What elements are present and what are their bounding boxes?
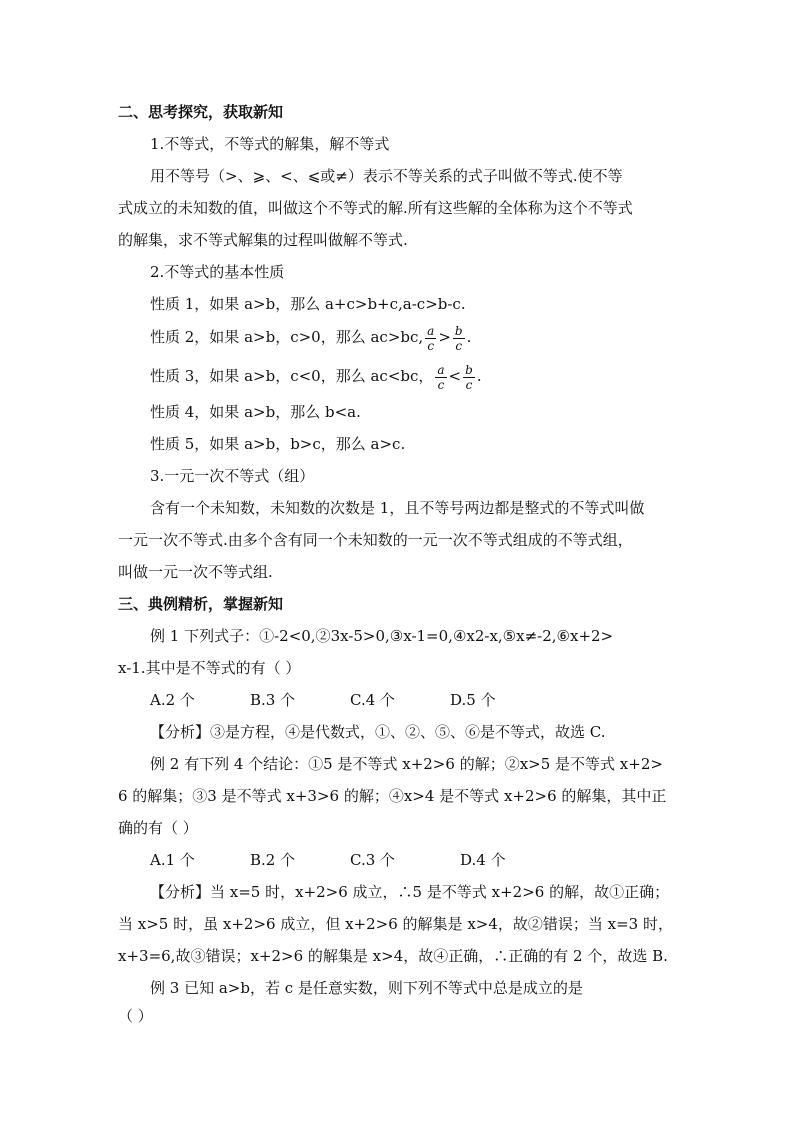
- section3-heading: 三、典例精析，掌握新知: [118, 595, 284, 613]
- example-2-analysis-line2: 当 x>5 时，虽 x+2>6 成立，但 x+2>6 的解集是 x>4，故②错误；当 x=3 时，: [118, 915, 673, 933]
- option-a: A.2 个: [150, 691, 195, 709]
- example-1-options: [150, 690, 710, 710]
- sub3-title: 3.一元一次不等式（组）: [150, 467, 315, 485]
- sub3-para-line2: 一元一次不等式.由多个含有同一个未知数的一元一次不等式组成的不等式组，: [118, 531, 633, 549]
- sub3-para-line3: 叫做一元一次不等式组.: [118, 563, 273, 581]
- sub3-para-line1: 含有一个未知数，未知数的次数是 1，且不等号两边都是整式的不等式叫做: [150, 499, 645, 517]
- fraction-a-over-c: $\frac{a}{c}$: [427, 323, 435, 353]
- property-3-text: 性质 3，如果 a>b，c<0，那么 ac<bc，: [150, 367, 434, 385]
- example-3-line2: （ ）: [118, 1007, 153, 1025]
- property-3-relation: <: [448, 367, 462, 385]
- section2-heading: 二、思考探究，获取新知: [118, 103, 284, 121]
- sub1-para-line3: 的解集，求不等式解集的过程叫做解不等式.: [118, 231, 408, 249]
- example-3-line1: 例 3 已知 a>b，若 c 是任意实数，则下列不等式中总是成立的是: [150, 979, 583, 997]
- example-2-line2: 6 的解集；③3 是不等式 x+3>6 的解；④x>4 是不等式 x+2>6 的解集，其中正: [118, 787, 667, 805]
- sub1-para-line2: 式成立的未知数的值，叫做这个不等式的解.所有这些解的全体称为这个不等式: [118, 199, 633, 217]
- property-5: 性质 5，如果 a>b，b>c，那么 a>c.: [150, 435, 406, 453]
- sub1-para-line1: 用不等号（>、⩾、<、⩽或≠）表示不等关系的式子叫做不等式.使不等: [150, 167, 623, 185]
- property-2: 性质 2，如果 a>b，c>0，那么 ac>bc, $\frac{a}{c}$ > $\frac{b}{c}$ .: [150, 323, 472, 353]
- option-d: D.5 个: [450, 691, 496, 709]
- property-4: 性质 4，如果 a>b，那么 b<a.: [150, 403, 361, 421]
- example-2-analysis-line3: x+3=6,故③错误；x+2>6 的解集是 x>4，故④正确，∴正确的有 2 个，故选 B.: [118, 947, 668, 965]
- property-2-text: 性质 2，如果 a>b，c>0，那么 ac>bc,: [150, 328, 424, 346]
- example-1-analysis: 【分析】③是方程，④是代数式，①、②、⑤、⑥是不等式，故选 C.: [150, 723, 606, 741]
- example-1-line2: x-1.其中是不等式的有（ ）: [118, 659, 301, 677]
- option-c: C.4 个: [350, 691, 396, 709]
- option-b: B.2 个: [250, 851, 296, 869]
- property-2-relation: >: [438, 328, 451, 346]
- property-3: 性质 3，如果 a>b，c<0，那么 ac<bc， $\frac{a}{c}$ < $\frac{b}{c}$ .: [150, 362, 482, 392]
- option-c: C.3 个: [350, 851, 396, 869]
- fraction-a-over-c: $\frac{a}{c}$: [437, 362, 445, 392]
- fraction-b-over-c: $\frac{b}{c}$: [465, 362, 473, 392]
- sub1-title: 1.不等式，不等式的解集，解不等式: [150, 135, 390, 153]
- example-2-line3: 确的有（ ）: [118, 819, 198, 837]
- example-2-analysis-line1: 【分析】当 x=5 时，x+2>6 成立，∴5 是不等式 x+2>6 的解，故①正确；: [150, 883, 670, 901]
- example-1-line1: 例 1 下列式子：①-2<0,②3x-5>0,③x-1=0,④x2-x,⑤x≠-2,⑥x+2>: [150, 627, 614, 645]
- fraction-b-over-c: $\frac{b}{c}$: [454, 323, 463, 353]
- property-1: 性质 1，如果 a>b，那么 a+c>b+c,a-c>b-c.: [150, 295, 466, 313]
- option-d: D.4 个: [460, 851, 506, 869]
- example-2-options: [150, 850, 710, 870]
- option-b: B.3 个: [250, 691, 296, 709]
- option-a: A.1 个: [150, 851, 195, 869]
- example-2-line1: 例 2 有下列 4 个结论：①5 是不等式 x+2>6 的解；②x>5 是不等式 x+2>: [150, 755, 663, 773]
- sub2-title: 2.不等式的基本性质: [150, 263, 285, 281]
